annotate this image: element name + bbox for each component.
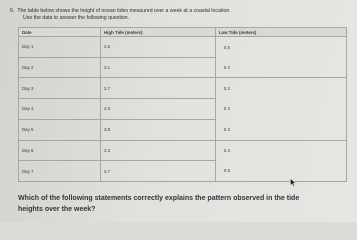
high-tide-cell: 4.0 [101, 99, 216, 120]
low-tide-cell-group [215, 78, 346, 140]
header-date: Date [19, 28, 101, 37]
day-cell: Day 5 [19, 119, 101, 140]
day-cell: Day 7 [19, 161, 101, 182]
high-tide-cell: 2.7 [101, 161, 216, 182]
table-row [19, 140, 347, 161]
high-tide-cell: 3.1 [101, 57, 216, 78]
question-number: 6. [10, 8, 15, 14]
low-tide-cell: 0.4 [223, 148, 230, 154]
table-row [19, 37, 347, 58]
day-cell: Day 3 [19, 78, 101, 99]
day-cell: Day 1 [19, 37, 101, 58]
high-tide-cell: 3.8 [101, 119, 216, 140]
low-tide-cell: 0.3 [223, 126, 230, 132]
low-tide-cell: 0.2 [223, 106, 230, 112]
low-tide-cell: 0.5 [223, 44, 230, 50]
mouse-pointer-icon [290, 178, 296, 187]
high-tide-cell: 2.5 [101, 37, 216, 58]
question-intro-line1 [10, 8, 231, 15]
low-tide-cell-group [215, 37, 346, 78]
question-prompt-line2: heights over the week? [18, 206, 96, 213]
low-tide-cell-group [215, 140, 346, 181]
question-prompt-line1: Which of the following statements correctly explains the pattern observed in the tide [18, 195, 300, 202]
table-row [19, 78, 347, 99]
low-tide-cell: 0.5 [223, 168, 230, 174]
day-cell: Day 6 [19, 140, 101, 161]
question-intro-text1: The table below shows the height of ocean tides measured over a week at a coastal location. [17, 8, 231, 14]
high-tide-cell: 3.7 [101, 78, 216, 99]
question-prompt [18, 193, 338, 215]
question-intro-line2: Use the data to answer the following question. [23, 15, 130, 21]
table-header-row [19, 28, 347, 37]
low-tide-cell: 0.4 [223, 64, 230, 70]
day-cell: Day 4 [19, 99, 101, 120]
day-cell: Day 2 [19, 57, 101, 78]
header-high-tide: High Tide (meters) [101, 28, 216, 37]
tide-data-table [18, 27, 347, 182]
low-tide-cell: 0.3 [223, 86, 230, 92]
high-tide-cell: 3.3 [101, 140, 216, 161]
header-low-tide: Low Tide (meters) [215, 28, 346, 37]
